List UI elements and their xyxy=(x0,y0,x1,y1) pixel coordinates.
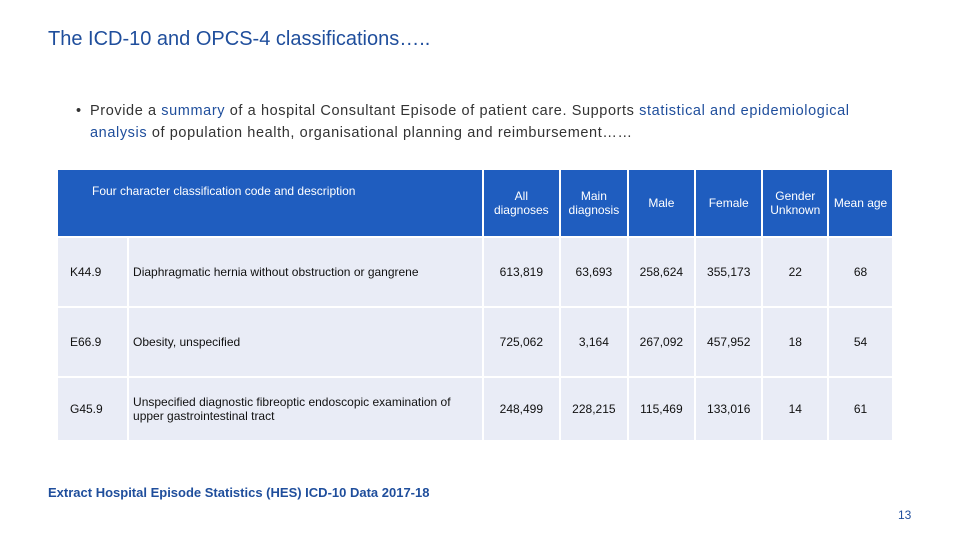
bullet-part-1: Provide a xyxy=(90,103,162,119)
header-male: Male xyxy=(629,170,694,236)
row-main-diagnosis: 228,215 xyxy=(561,378,627,440)
header-gender-unknown xyxy=(763,170,827,236)
header-mean-age: Mean age xyxy=(829,170,892,236)
row-female: 133,016 xyxy=(696,378,761,440)
table-row xyxy=(58,238,892,306)
row-gender-unknown: 14 xyxy=(763,378,827,440)
slide-title: The ICD-10 and OPCS-4 classifications….. xyxy=(48,28,431,50)
source-footer: Extract Hospital Episode Statistics (HES) ICD-10 Data 2017-18 xyxy=(48,485,430,500)
table-header-row xyxy=(58,170,892,236)
row-male: 115,469 xyxy=(629,378,694,440)
header-main-diagnosis xyxy=(561,170,627,236)
bullet-highlight-analysis: statistical and epidemiological analysis xyxy=(90,103,850,141)
header-all-diagnoses xyxy=(484,170,559,236)
header-description: Four character classification code and description xyxy=(58,170,482,236)
row-description: Unspecified diagnostic fibreoptic endoscopic examination of upper gastrointestinal tract xyxy=(129,378,482,440)
row-description: Obesity, unspecified xyxy=(129,308,482,376)
row-male: 258,624 xyxy=(629,238,694,306)
row-main-diagnosis: 3,164 xyxy=(561,308,627,376)
bullet-text xyxy=(76,100,876,144)
page-number: 13 xyxy=(898,508,912,522)
row-description: Diaphragmatic hernia without obstruction or gangrene xyxy=(129,238,482,306)
row-main-diagnosis: 63,693 xyxy=(561,238,627,306)
row-male: 267,092 xyxy=(629,308,694,376)
table-row xyxy=(58,378,892,440)
header-female: Female xyxy=(696,170,761,236)
summary-bullet xyxy=(76,100,876,144)
row-gender-unknown: 18 xyxy=(763,308,827,376)
bullet-highlight-summary: summary xyxy=(161,103,226,119)
header-main-diagnosis-line1: Main xyxy=(580,189,607,203)
row-mean-age: 68 xyxy=(829,238,892,306)
hes-statistics-table xyxy=(56,168,894,442)
row-gender-unknown: 22 xyxy=(763,238,827,306)
header-gender-line2: Unknown xyxy=(770,203,821,217)
row-female: 457,952 xyxy=(696,308,761,376)
row-code: E66.9 xyxy=(58,308,127,376)
header-all-diagnoses-line1: All xyxy=(514,189,528,203)
row-code: G45.9 xyxy=(58,378,127,440)
header-main-diagnosis-line2: diagnosis xyxy=(568,203,620,217)
header-gender-line1: Gender xyxy=(775,189,816,203)
bullet-dot-icon: • xyxy=(76,103,82,119)
header-all-diagnoses-line2: diagnoses xyxy=(493,203,549,217)
row-all-diagnoses: 725,062 xyxy=(484,308,559,376)
row-all-diagnoses: 248,499 xyxy=(484,378,559,440)
row-mean-age: 54 xyxy=(829,308,892,376)
row-all-diagnoses: 613,819 xyxy=(484,238,559,306)
row-mean-age: 61 xyxy=(829,378,892,440)
row-code: K44.9 xyxy=(58,238,127,306)
bullet-part-3: of population health, organisational planning and reimbursement…… xyxy=(147,125,633,141)
row-female: 355,173 xyxy=(696,238,761,306)
table-row xyxy=(58,308,892,376)
bullet-part-2: of a hospital Consultant Episode of patient care. Supports xyxy=(225,103,640,119)
